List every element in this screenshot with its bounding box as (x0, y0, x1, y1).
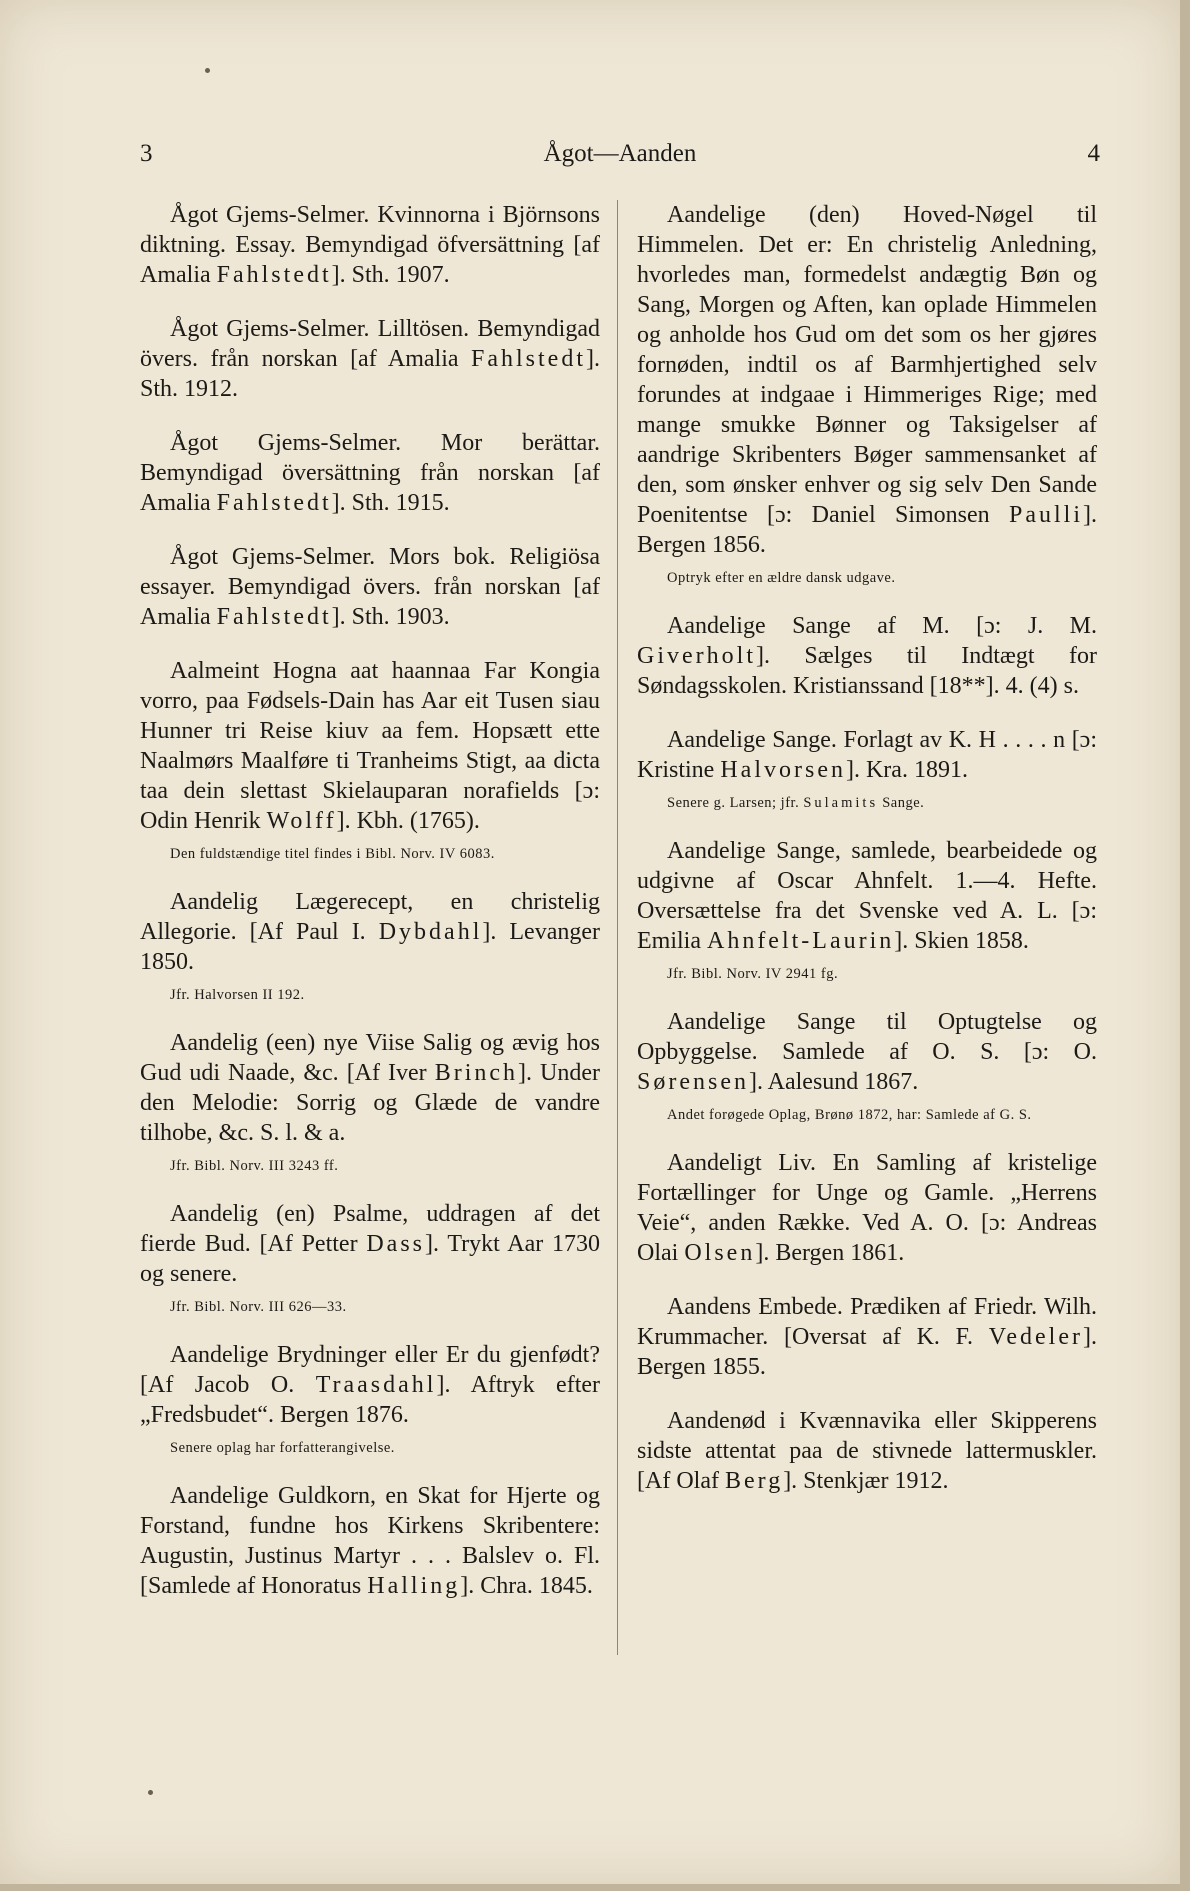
entry-note: Senere oplag har forfatterangivelse. (170, 1440, 395, 1456)
catalog-entry: Aandelige Sange. Forlagt av K. H . . . . n [ɔ: Kristine Halvorsen]. Kra. 1891. (637, 727, 1097, 783)
paper-speck (205, 68, 210, 73)
catalog-entry: Aandelige Sange af M. [ɔ: J. M. Giverholt]. Sælges til Indtægt for Søndagsskolen. Kristianssand [18**]. 4. (4) s. (637, 613, 1097, 699)
catalog-entry: Aandelig (en) Psalme, uddragen af det fierde Bud. [Af Petter Dass]. Trykt Aar 1730 og senere. (140, 1201, 601, 1287)
right-column (637, 200, 1097, 1520)
column-divider (617, 200, 618, 1655)
entry-note: Senere g. Larsen; jfr. Sulamits Sange. (667, 795, 925, 811)
catalog-entry: Aandelige Sange til Optugtelse og Opbyggelse. Samlede af O. S. [ɔ: O. Sørensen]. Aalesund 1867. (637, 1009, 1097, 1095)
page-header (140, 140, 1100, 180)
catalog-entry: Aandenød i Kvænnavika eller Skipperens sidste attentat paa de stivnede lattermuskler. [Af Olaf Berg]. Stenkjær 1912. (637, 1408, 1097, 1494)
entry-note: Jfr. Halvorsen II 192. (170, 987, 305, 1003)
entry-note: Jfr. Bibl. Norv. III 626—33. (170, 1299, 347, 1315)
column-number-left: 3 (140, 140, 153, 167)
catalog-entry: Aandelige Brydninger eller Er du gjenfødt? [Af Jacob O. Traasdahl]. Aftryk efter „Fredsbudet“. Bergen 1876. (140, 1342, 601, 1428)
left-column (140, 200, 600, 1625)
entry-note: Andet forøgede Oplag, Brønø 1872, har: Samlede af G. S. (667, 1107, 1032, 1123)
paper-speck (148, 1790, 153, 1795)
catalog-entry: Ågot Gjems-Selmer. Kvinnorna i Björnsons diktning. Essay. Bemyndigad öfversättning [af Amalia Fahlstedt]. Sth. 1907. (140, 202, 600, 288)
catalog-entry: Ågot Gjems-Selmer. Mors bok. Religiösa essayer. Bemyndigad övers. från norskan [af Amalia Fahlstedt]. Sth. 1903. (140, 544, 600, 630)
catalog-entry: Aandelige Guldkorn, en Skat for Hjerte og Forstand, fundne hos Kirkens Skribentere: Augustin, Justinus Martyr . . . Balslev o. Fl. [Samlede af Honoratus Halling]. Chra. 1845. (140, 1483, 600, 1599)
entry-note: Jfr. Bibl. Norv. IV 2941 fg. (667, 966, 839, 982)
running-title: Ågot—Aanden (543, 140, 697, 167)
entry-note: Jfr. Bibl. Norv. III 3243 ff. (170, 1158, 339, 1174)
catalog-entry: Aandens Embede. Prædiken af Friedr. Wilh. Krummacher. [Oversat af K. F. Vedeler]. Bergen 1855. (637, 1294, 1097, 1380)
catalog-entry: Aalmeint Hogna aat haannaa Far Kongia vorro, paa Fødsels-Dain has Aar eit Tusen siau Hunner tri Reise kiuv aa fem. Hopsætt ette Naalmørs Maalføre ti Tranheims Stigt, aa dicta taa dein slettast Skielauparan norafields [ɔ: Odin Henrik Wolff]. Kbh. (1765). (140, 658, 600, 834)
catalog-entry: Aandelige Sange, samlede, bearbeidede og udgivne af Oscar Ahnfelt. 1.—4. Hefte. Oversættelse fra det Svenske ved A. L. [ɔ: Emilia Ahnfelt-Laurin]. Skien 1858. (637, 838, 1097, 954)
catalog-entry: Ågot Gjems-Selmer. Mor berättar. Bemyndigad översättning från norskan [af Amalia Fahlstedt]. Sth. 1915. (140, 430, 600, 516)
catalog-entry: Ågot Gjems-Selmer. Lilltösen. Bemyndigad övers. från norskan [af Amalia Fahlstedt]. Sth. 1912. (140, 316, 600, 402)
catalog-entry: Aandelig (een) nye Viise Salig og ævig hos Gud udi Naade, &c. [Af Iver Brinch]. Under den Melodie: Sorrig og Glæde de vandre tilhobe, &c. S. l. & a. (140, 1030, 601, 1146)
entry-note: Den fuldstændige titel findes i Bibl. Norv. IV 6083. (170, 846, 495, 862)
catalog-entry: Aandelig Lægerecept, en christelig Allegorie. [Af Paul I. Dybdahl]. Levanger 1850. (140, 889, 601, 975)
entry-note: Optryk efter en ældre dansk udgave. (667, 570, 896, 586)
column-number-right: 4 (1087, 140, 1100, 167)
catalog-entry: Aandeligt Liv. En Samling af kristelige Fortællinger for Unge og Gamle. „Herrens Veie“, anden Række. Ved A. O. [ɔ: Andreas Olai Olsen]. Bergen 1861. (637, 1150, 1097, 1266)
catalog-entry: Aandelige (den) Hoved-Nøgel til Himmelen. Det er: En christelig Anledning, hvorledes man, formedelst andægtig Bøn og Sang, Morgen og Aften, kan oplade Himmelen og anholde hos Gud om det som os her gjøres fornøden, indtil os af Barmhjertighed selv forundes at indgaae i Himmeriges Rige; med mange smukke Bønner og Taksigelser af aandrige Skribenters Bøger sammensanket af den, som ønsker enhver og sig selv Den Sande Poenitentse [ɔ: Daniel Simonsen Paulli]. Bergen 1856. (637, 202, 1097, 558)
